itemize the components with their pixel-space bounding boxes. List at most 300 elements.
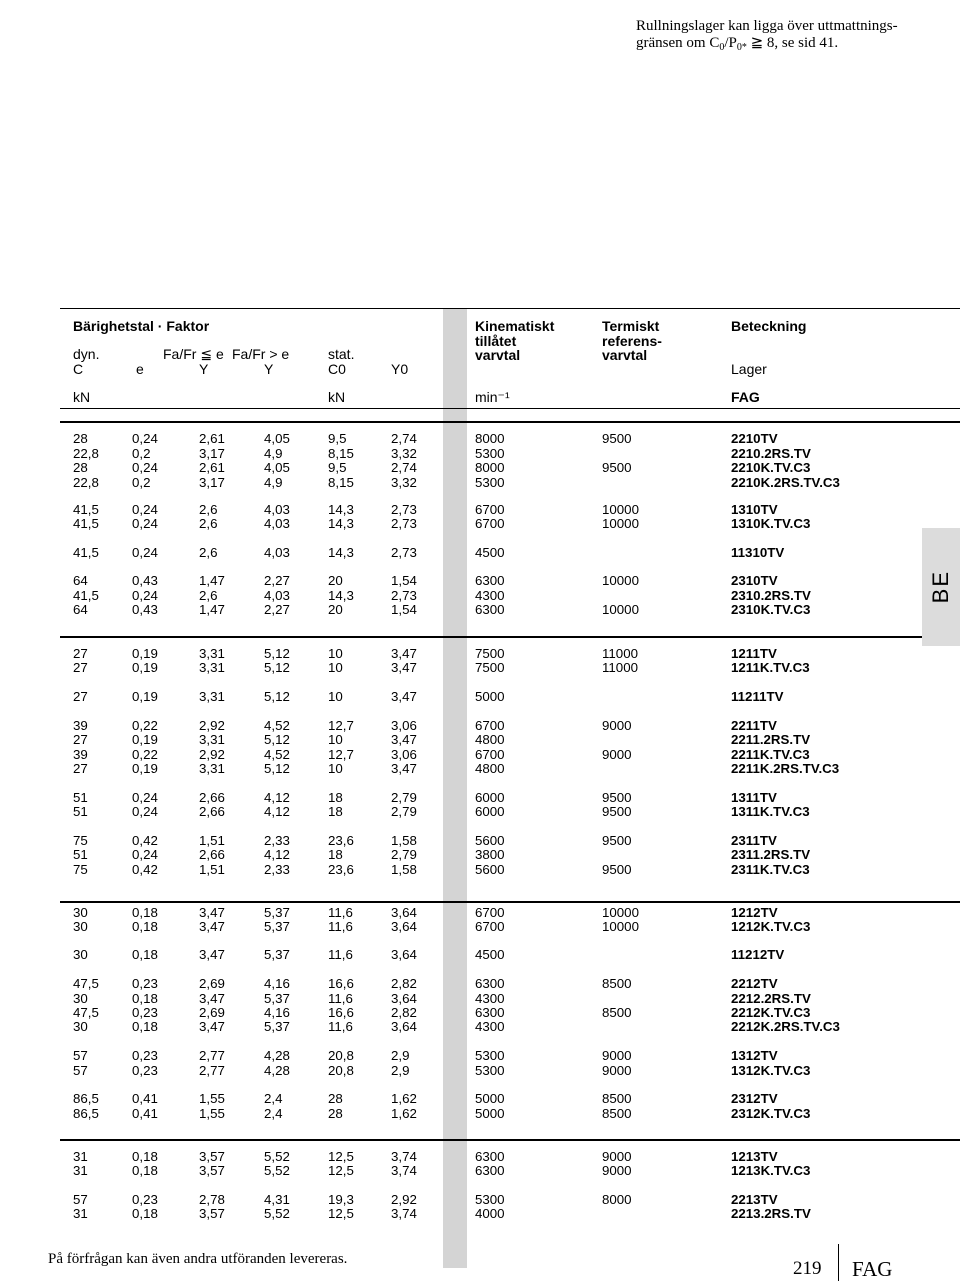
table-cell: 23,6 — [328, 862, 354, 877]
table-cell: 4,28 — [264, 1063, 290, 1078]
table-cell: 30 — [73, 991, 88, 1006]
table-cell: 1211TV — [731, 646, 777, 661]
table-cell: 1,51 — [199, 833, 225, 848]
unit-kn-1: kN — [73, 389, 91, 405]
table-cell: 3,64 — [391, 919, 417, 934]
table-cell: 9000 — [602, 1048, 632, 1063]
table-cell: 64 — [73, 602, 88, 617]
table-cell: 2,78 — [199, 1192, 225, 1207]
table-cell: 39 — [73, 718, 88, 733]
table-row — [0, 1106, 960, 1121]
table-cell: 5600 — [475, 833, 505, 848]
table-cell: 11000 — [602, 660, 638, 675]
table-cell: 41,5 — [73, 545, 99, 560]
table-cell: 6300 — [475, 1163, 505, 1178]
table-cell: 75 — [73, 862, 88, 877]
table-cell: 2,82 — [391, 1005, 417, 1020]
table-cell: 57 — [73, 1192, 88, 1207]
table-cell: 1212TV — [731, 905, 778, 920]
table-row — [0, 588, 960, 603]
group-rule — [60, 901, 960, 903]
table-cell: 5,12 — [264, 732, 290, 747]
table-cell: 0,18 — [132, 947, 158, 962]
table-cell: 2,79 — [391, 790, 417, 805]
note-line-2: gränsen om $C_0/P_{0*}$ ≧ 8, se sid 41. — [636, 35, 839, 53]
header-c: C — [73, 361, 84, 377]
table-cell: 12,5 — [328, 1206, 354, 1221]
table-cell: 2,73 — [391, 502, 417, 517]
table-cell: 3,06 — [391, 747, 417, 762]
table-cell: 2,9 — [391, 1048, 410, 1063]
table-cell: 1,62 — [391, 1106, 417, 1121]
table-cell: 3,47 — [199, 905, 225, 920]
table-cell: 10 — [328, 761, 343, 776]
table-cell: 3,31 — [199, 761, 225, 776]
table-cell: 2210.2RS.TV — [731, 446, 811, 461]
table-row — [0, 1163, 960, 1178]
table-cell: 2310TV — [731, 573, 778, 588]
table-cell: 5300 — [475, 1048, 505, 1063]
note-line-1: Rullningslager kan ligga över uttmattnings- — [636, 18, 898, 34]
table-row — [0, 602, 960, 617]
table-cell: 3,47 — [391, 660, 417, 675]
header-stat: stat. — [328, 346, 355, 362]
table-cell: 27 — [73, 646, 88, 661]
header-e: e — [136, 361, 144, 377]
table-cell: 30 — [73, 919, 88, 934]
table-cell: 2,27 — [264, 573, 290, 588]
table-cell: 0,19 — [132, 646, 158, 661]
table-cell: 86,5 — [73, 1106, 99, 1121]
table-row — [0, 460, 960, 475]
table-cell: 9,5 — [328, 431, 347, 446]
table-cell: 0,41 — [132, 1091, 158, 1106]
table-cell: 9000 — [602, 747, 632, 762]
table-cell: 11,6 — [328, 947, 353, 962]
table-cell: 27 — [73, 689, 88, 704]
table-cell: 4,05 — [264, 431, 290, 446]
table-cell: 1,62 — [391, 1091, 417, 1106]
table-cell: 4,03 — [264, 516, 290, 531]
table-cell: 31 — [73, 1149, 88, 1164]
table-cell: 0,19 — [132, 732, 158, 747]
table-cell: 16,6 — [328, 1005, 354, 1020]
table-cell: 22,8 — [73, 446, 99, 461]
table-cell: 8500 — [602, 976, 632, 991]
table-cell: 2210K.TV.C3 — [731, 460, 811, 475]
unit-min: min⁻¹ — [475, 389, 510, 405]
table-cell: 10 — [328, 660, 343, 675]
table-cell: 0,18 — [132, 905, 158, 920]
table-cell: 2,6 — [199, 516, 218, 531]
table-cell: 11000 — [602, 646, 638, 661]
table-cell: 2,74 — [391, 460, 417, 475]
table-cell: 12,7 — [328, 747, 354, 762]
table-cell: 6300 — [475, 1149, 505, 1164]
table-top-rule — [60, 308, 960, 309]
table-cell: 0,22 — [132, 718, 158, 733]
table-cell: 1,54 — [391, 573, 417, 588]
table-cell: 6700 — [475, 747, 505, 762]
table-cell: 2311K.TV.C3 — [731, 862, 810, 877]
table-cell: 4500 — [475, 947, 505, 962]
table-row — [0, 1048, 960, 1063]
table-cell: 27 — [73, 761, 88, 776]
table-cell: 0,18 — [132, 919, 158, 934]
table-row — [0, 905, 960, 920]
table-cell: 2,92 — [199, 747, 225, 762]
table-cell: 28 — [328, 1091, 343, 1106]
table-cell: 0,18 — [132, 991, 158, 1006]
header-y0: Y0 — [391, 361, 409, 377]
table-cell: 14,3 — [328, 545, 354, 560]
table-cell: 0,18 — [132, 1163, 158, 1178]
table-cell: 2,82 — [391, 976, 417, 991]
table-cell: 3,47 — [199, 919, 225, 934]
table-cell: 27 — [73, 660, 88, 675]
table-cell: 2,77 — [199, 1063, 225, 1078]
table-cell: 5000 — [475, 1091, 505, 1106]
table-cell: 30 — [73, 905, 88, 920]
table-cell: 9500 — [602, 833, 632, 848]
table-cell: 18 — [328, 790, 343, 805]
table-cell: 57 — [73, 1063, 88, 1078]
table-cell: 0,41 — [132, 1106, 158, 1121]
table-cell: 2,79 — [391, 804, 417, 819]
table-cell: 8,15 — [328, 446, 354, 461]
table-row — [0, 761, 960, 776]
table-cell: 47,5 — [73, 1005, 99, 1020]
table-cell: 20 — [328, 602, 343, 617]
header-c0: C0 — [328, 361, 346, 377]
table-cell: 7500 — [475, 646, 505, 661]
table-cell: 5,37 — [264, 991, 290, 1006]
table-cell: 4,9 — [264, 446, 283, 461]
table-cell: 0,18 — [132, 1149, 158, 1164]
table-cell: 28 — [73, 431, 88, 446]
table-cell: 2210TV — [731, 431, 778, 446]
table-row — [0, 1149, 960, 1164]
table-cell: 2212TV — [731, 976, 778, 991]
table-cell: 8500 — [602, 1091, 632, 1106]
table-cell: 9,5 — [328, 460, 347, 475]
header-termiskt: Termiskt — [602, 318, 660, 334]
table-cell: 0,2 — [132, 446, 151, 461]
table-cell: 8500 — [602, 1106, 632, 1121]
table-cell: 2210K.2RS.TV.C3 — [731, 475, 840, 490]
table-row — [0, 689, 960, 704]
table-cell: 9000 — [602, 1063, 632, 1078]
table-cell: 0,43 — [132, 573, 158, 588]
header-fafr-gt: Fa/Fr > e — [232, 346, 290, 362]
table-cell: 8,15 — [328, 475, 354, 490]
table-cell: 11212TV — [731, 947, 785, 962]
table-cell: 0,24 — [132, 804, 158, 819]
table-cell: 2211K.2RS.TV.C3 — [731, 761, 840, 776]
table-cell: 86,5 — [73, 1091, 99, 1106]
footer-note: På förfrågan kan även andra utföranden levereras. — [48, 1251, 348, 1267]
table-cell: 1312K.TV.C3 — [731, 1063, 811, 1078]
table-row — [0, 833, 960, 848]
table-cell: 10 — [328, 646, 343, 661]
table-cell: 2,92 — [199, 718, 225, 733]
table-cell: 1310TV — [731, 502, 778, 517]
table-cell: 51 — [73, 847, 88, 862]
table-cell: 3,31 — [199, 689, 225, 704]
table-cell: 3,17 — [199, 475, 225, 490]
table-cell: 5000 — [475, 689, 505, 704]
header-kinematiskt: Kinematiskt — [475, 318, 555, 334]
table-cell: 3,64 — [391, 1019, 417, 1034]
table-cell: 2,33 — [264, 833, 290, 848]
table-cell: 6300 — [475, 976, 505, 991]
fatigue-note — [636, 18, 956, 56]
table-cell: 2,6 — [199, 588, 218, 603]
table-cell: 3,31 — [199, 660, 225, 675]
table-cell: 31 — [73, 1163, 88, 1178]
table-cell: 41,5 — [73, 502, 99, 517]
table-cell: 9500 — [602, 460, 632, 475]
table-row — [0, 545, 960, 560]
table-cell: 3,31 — [199, 646, 225, 661]
table-cell: 4,52 — [264, 718, 290, 733]
table-cell: 31 — [73, 1206, 88, 1221]
table-cell: 5,12 — [264, 660, 290, 675]
table-cell: 4000 — [475, 1206, 505, 1221]
table-cell: 4800 — [475, 761, 505, 776]
table-cell: 2,4 — [264, 1091, 283, 1106]
table-cell: 2,9 — [391, 1063, 410, 1078]
table-cell: 5,52 — [264, 1149, 290, 1164]
table-cell: 3,32 — [391, 446, 417, 461]
table-cell: 2212K.TV.C3 — [731, 1005, 811, 1020]
table-cell: 47,5 — [73, 976, 99, 991]
header-fafr-le: Fa/Fr ≦ e — [163, 346, 224, 362]
unit-kn-2: kN — [328, 389, 346, 405]
table-cell: 3,57 — [199, 1149, 225, 1164]
table-cell: 0,19 — [132, 660, 158, 675]
table-cell: 5,37 — [264, 905, 290, 920]
table-cell: 0,18 — [132, 1019, 158, 1034]
table-row — [0, 732, 960, 747]
table-cell: 8000 — [475, 431, 505, 446]
table-cell: 3,17 — [199, 446, 225, 461]
table-cell: 1211K.TV.C3 — [731, 660, 810, 675]
header-rule — [60, 408, 960, 409]
section-tab: BE — [922, 528, 960, 646]
table-cell: 14,3 — [328, 502, 354, 517]
table-cell: 14,3 — [328, 588, 354, 603]
table-cell: 2,77 — [199, 1048, 225, 1063]
table-cell: 75 — [73, 833, 88, 848]
table-cell: 0,19 — [132, 761, 158, 776]
table-cell: 20 — [328, 573, 343, 588]
table-cell: 4300 — [475, 1019, 505, 1034]
table-cell: 2,69 — [199, 976, 225, 991]
header-y1: Y — [199, 361, 209, 377]
table-cell: 0,23 — [132, 1063, 158, 1078]
table-cell: 2212.2RS.TV — [731, 991, 811, 1006]
table-cell: 3,47 — [391, 761, 417, 776]
table-cell: 2211.2RS.TV — [731, 732, 811, 747]
table-cell: 0,23 — [132, 1005, 158, 1020]
table-cell: 4,31 — [264, 1192, 290, 1207]
table-cell: 9000 — [602, 1163, 632, 1178]
table-cell: 0,24 — [132, 431, 158, 446]
table-cell: 2,66 — [199, 804, 225, 819]
table-cell: 5,12 — [264, 689, 290, 704]
table-cell: 4,9 — [264, 475, 283, 490]
table-cell: 41,5 — [73, 516, 99, 531]
table-cell: 7500 — [475, 660, 505, 675]
table-cell: 3,47 — [199, 947, 225, 962]
header-tillatet: tillåtet — [475, 333, 517, 349]
table-cell: 1,54 — [391, 602, 417, 617]
table-cell: 2310K.TV.C3 — [731, 602, 811, 617]
table-row — [0, 475, 960, 490]
table-cell: 3,47 — [199, 991, 225, 1006]
table-cell: 1,47 — [199, 602, 225, 617]
table-row — [0, 1206, 960, 1221]
table-cell: 1311TV — [731, 790, 777, 805]
table-cell: 2213TV — [731, 1192, 778, 1207]
table-row — [0, 660, 960, 675]
header-y2: Y — [264, 361, 274, 377]
table-cell: 0,2 — [132, 475, 151, 490]
unit-fag: FAG — [731, 389, 760, 405]
header-varvtal-1: varvtal — [475, 347, 521, 363]
table-cell: 0,42 — [132, 833, 158, 848]
table-cell: 5,12 — [264, 646, 290, 661]
table-cell: 3,64 — [391, 947, 417, 962]
table-cell: 0,23 — [132, 1192, 158, 1207]
table-cell: 1311K.TV.C3 — [731, 804, 810, 819]
table-cell: 2,6 — [199, 545, 218, 560]
table-cell: 1,47 — [199, 573, 225, 588]
table-cell: 2211K.TV.C3 — [731, 747, 810, 762]
table-cell: 4,28 — [264, 1048, 290, 1063]
table-cell: 1,51 — [199, 862, 225, 877]
table-cell: 19,3 — [328, 1192, 354, 1207]
table-cell: 2312K.TV.C3 — [731, 1106, 811, 1121]
table-cell: 1213TV — [731, 1149, 778, 1164]
table-cell: 1,58 — [391, 833, 417, 848]
table-cell: 2,66 — [199, 847, 225, 862]
table-cell: 2312TV — [731, 1091, 778, 1106]
table-row — [0, 516, 960, 531]
table-cell: 64 — [73, 573, 88, 588]
table-row — [0, 1091, 960, 1106]
table-cell: 2,92 — [391, 1192, 417, 1207]
table-cell: 9500 — [602, 862, 632, 877]
header-dyn: dyn. — [73, 346, 100, 362]
table-row — [0, 431, 960, 446]
table-row — [0, 862, 960, 877]
table-cell: 11,6 — [328, 919, 353, 934]
table-cell: 6000 — [475, 804, 505, 819]
table-cell: 4800 — [475, 732, 505, 747]
table-cell: 9000 — [602, 1149, 632, 1164]
table-cell: 14,3 — [328, 516, 354, 531]
table-cell: 9500 — [602, 804, 632, 819]
table-cell: 28 — [328, 1106, 343, 1121]
table-cell: 6300 — [475, 602, 505, 617]
table-row — [0, 976, 960, 991]
table-cell: 27 — [73, 732, 88, 747]
table-cell: 1,58 — [391, 862, 417, 877]
table-cell: 2,73 — [391, 588, 417, 603]
table-cell: 10000 — [602, 905, 639, 920]
table-cell: 18 — [328, 847, 343, 862]
table-cell: 0,19 — [132, 689, 158, 704]
table-cell: 30 — [73, 947, 88, 962]
table-cell: 4300 — [475, 991, 505, 1006]
table-cell: 6700 — [475, 516, 505, 531]
table-cell: 1312TV — [731, 1048, 778, 1063]
table-cell: 5,37 — [264, 1019, 290, 1034]
table-cell: 20,8 — [328, 1063, 354, 1078]
table-cell: 2,74 — [391, 431, 417, 446]
table-cell: 4,12 — [264, 847, 290, 862]
table-cell: 4,16 — [264, 976, 290, 991]
table-cell: 51 — [73, 804, 88, 819]
table-cell: 1310K.TV.C3 — [731, 516, 811, 531]
table-cell: 4,05 — [264, 460, 290, 475]
table-cell: 2213.2RS.TV — [731, 1206, 811, 1221]
table-row — [0, 747, 960, 762]
table-cell: 10 — [328, 732, 343, 747]
table-cell: 0,24 — [132, 516, 158, 531]
table-cell: 23,6 — [328, 833, 354, 848]
brand-logo: FAG — [852, 1257, 893, 1281]
table-cell: 2,69 — [199, 1005, 225, 1020]
table-cell: 3800 — [475, 847, 505, 862]
table-cell: 30 — [73, 1019, 88, 1034]
table-cell: 3,06 — [391, 718, 417, 733]
table-cell: 28 — [73, 460, 88, 475]
table-cell: 10 — [328, 689, 343, 704]
table-cell: 4,12 — [264, 804, 290, 819]
table-row — [0, 790, 960, 805]
table-cell: 3,64 — [391, 991, 417, 1006]
table-cell: 18 — [328, 804, 343, 819]
table-cell: 3,74 — [391, 1149, 417, 1164]
table-cell: 4500 — [475, 545, 505, 560]
table-cell: 0,24 — [132, 790, 158, 805]
table-cell: 0,24 — [132, 460, 158, 475]
table-cell: 2,73 — [391, 516, 417, 531]
table-cell: 0,43 — [132, 602, 158, 617]
table-cell: 3,74 — [391, 1163, 417, 1178]
table-cell: 5300 — [475, 1192, 505, 1207]
table-cell: 2212K.2RS.TV.C3 — [731, 1019, 840, 1034]
table-cell: 3,57 — [199, 1163, 225, 1178]
table-cell: 0,42 — [132, 862, 158, 877]
group-rule — [60, 421, 960, 423]
group-rule — [60, 1139, 960, 1141]
table-cell: 51 — [73, 790, 88, 805]
table-cell: 5600 — [475, 862, 505, 877]
table-cell: 4,03 — [264, 502, 290, 517]
table-row — [0, 919, 960, 934]
table-row — [0, 446, 960, 461]
table-cell: 6700 — [475, 502, 505, 517]
table-cell: 0,18 — [132, 1206, 158, 1221]
table-row — [0, 573, 960, 588]
table-cell: 3,64 — [391, 905, 417, 920]
table-row — [0, 718, 960, 733]
table-row — [0, 1063, 960, 1078]
